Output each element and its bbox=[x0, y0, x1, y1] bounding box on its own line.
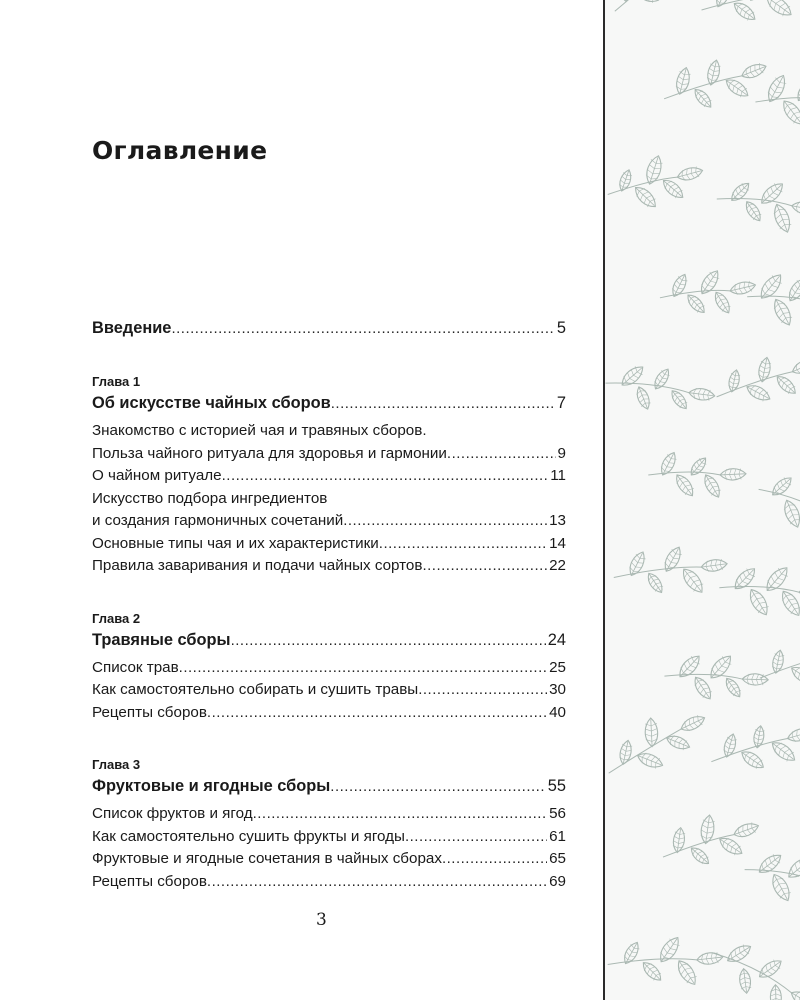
leaf-icon bbox=[660, 176, 687, 201]
toc-entry-title: Фруктовые и ягодные сочетания в чайных сборах bbox=[92, 850, 442, 867]
leaf-icon bbox=[769, 738, 799, 765]
leaf-icon bbox=[763, 0, 795, 20]
leaf-icon bbox=[790, 356, 800, 377]
stem-line bbox=[609, 729, 681, 773]
stem-line bbox=[745, 870, 800, 882]
leaf-icon bbox=[771, 202, 794, 234]
stem-line bbox=[614, 567, 702, 577]
chapter-block bbox=[92, 373, 566, 578]
toc-entry bbox=[92, 679, 566, 702]
toc-entry-title: и создания гармоничных сочетаний bbox=[92, 512, 344, 529]
chapter-label: Глава 1 bbox=[92, 374, 141, 389]
chapter-block bbox=[92, 610, 566, 725]
toc-page-number: 22 bbox=[549, 557, 566, 574]
table-of-contents bbox=[92, 316, 566, 893]
dot-leader bbox=[171, 317, 554, 341]
toc-chapters bbox=[92, 373, 566, 893]
chapter-title-row bbox=[92, 774, 566, 799]
leaf-icon bbox=[785, 853, 800, 882]
toc-page-number: 25 bbox=[549, 658, 566, 676]
leaf-icon bbox=[643, 154, 664, 186]
dot-leader bbox=[222, 465, 549, 488]
leaf-icon bbox=[778, 588, 800, 619]
leaf-icon bbox=[696, 951, 723, 965]
toc-entry bbox=[92, 443, 566, 466]
toc-entry-title: Польза чайного ритуала для здоровья и гармонии bbox=[92, 444, 447, 462]
leaf-icon bbox=[645, 571, 666, 596]
leaf-icon bbox=[770, 985, 782, 1000]
leaf-icon bbox=[723, 76, 751, 101]
toc-page-number: 13 bbox=[549, 512, 566, 529]
chapter-label: Глава 2 bbox=[92, 610, 141, 626]
toc-page-number: 61 bbox=[549, 827, 566, 845]
leaf-icon bbox=[706, 652, 735, 682]
toc-entry bbox=[92, 803, 566, 826]
dot-leader bbox=[253, 803, 548, 826]
toc-entry bbox=[92, 826, 566, 849]
leaf-icon bbox=[720, 468, 746, 480]
toc-entry bbox=[92, 702, 566, 725]
toc-page-number: 5 bbox=[556, 319, 566, 337]
toc-page-number: 40 bbox=[549, 703, 566, 721]
toc-entry-title: Рецепты сборов bbox=[92, 703, 207, 721]
leaf-icon bbox=[634, 385, 652, 411]
toc-page-number: 65 bbox=[549, 850, 566, 867]
leaf-icon bbox=[794, 78, 800, 103]
dot-leader bbox=[330, 775, 545, 799]
stem-line bbox=[717, 372, 793, 397]
leaf-icon bbox=[756, 851, 785, 877]
toc-entry-title: О чайном ритуале bbox=[92, 467, 222, 484]
toc-entry bbox=[92, 510, 566, 533]
page-number: 3 bbox=[316, 910, 327, 930]
toc-page-number: 11 bbox=[550, 467, 566, 484]
toc-entry-title: Как самостоятельно сушить фрукты и ягоды bbox=[92, 827, 405, 845]
chapter-label: Глава 3 bbox=[92, 757, 141, 772]
leaf-icon bbox=[617, 168, 634, 192]
leaf-icon bbox=[712, 290, 734, 316]
toc-entry-title: Список трав bbox=[92, 658, 179, 676]
dot-leader bbox=[405, 826, 547, 849]
leaf-icon bbox=[661, 544, 684, 574]
toc-page-number: 56 bbox=[549, 805, 566, 822]
chapter-title: Фруктовые и ягодные сборы bbox=[92, 777, 331, 795]
leaf-pattern bbox=[605, 0, 800, 1000]
stem-line bbox=[712, 953, 792, 993]
leaf-icon bbox=[731, 0, 758, 24]
leaf-icon bbox=[618, 739, 633, 765]
leaf-icon bbox=[747, 0, 767, 3]
leaf-icon bbox=[673, 472, 697, 499]
leaf-icon bbox=[727, 369, 741, 393]
dot-leader bbox=[422, 555, 547, 578]
stem-line bbox=[608, 177, 678, 194]
leaf-icon bbox=[684, 292, 708, 316]
toc-page-number: 30 bbox=[549, 681, 566, 698]
toc-entry bbox=[92, 871, 566, 894]
toc-entry-title: Как самостоятельно собирать и сушить травы bbox=[92, 681, 419, 698]
toc-entry-title: Рецепты сборов bbox=[92, 872, 207, 890]
leaf-icon bbox=[691, 86, 714, 110]
dot-leader bbox=[418, 679, 547, 702]
leaf-icon bbox=[742, 673, 768, 685]
toc-page-number: 55 bbox=[547, 777, 566, 795]
leaf-icon bbox=[785, 276, 800, 304]
chapter-block bbox=[92, 756, 566, 893]
toc-entry bbox=[92, 465, 566, 488]
leaf-icon bbox=[645, 718, 659, 747]
leaf-icon bbox=[688, 387, 715, 401]
chapter-title: Об искусстве чайных сборов bbox=[92, 394, 331, 412]
leaf-icon bbox=[636, 0, 661, 5]
dot-leader bbox=[447, 443, 556, 466]
leaf-icon bbox=[779, 97, 800, 128]
dot-leader bbox=[179, 657, 547, 680]
toc-entry bbox=[92, 848, 566, 871]
toc-entry bbox=[92, 533, 566, 556]
leaf-icon bbox=[771, 649, 786, 674]
leaf-icon bbox=[756, 271, 785, 302]
dot-leader bbox=[231, 629, 546, 653]
leaf-icon bbox=[728, 180, 752, 204]
leaf-icon bbox=[618, 363, 646, 390]
leaf-icon bbox=[679, 565, 707, 596]
leaf-icon bbox=[679, 713, 707, 734]
toc-entry bbox=[92, 555, 566, 578]
stem-line bbox=[615, 0, 672, 11]
toc-entry-title: Правила заваривания и подачи чайных сортов bbox=[92, 557, 423, 574]
leaf-icon bbox=[674, 957, 700, 987]
leaf-icon bbox=[791, 200, 800, 216]
leaf-icon bbox=[631, 183, 659, 211]
leaf-icon bbox=[723, 676, 744, 700]
stem-line bbox=[664, 674, 742, 679]
leaf-icon bbox=[640, 959, 665, 984]
leaf-icon bbox=[732, 820, 760, 839]
toc-entry-title: Введение bbox=[92, 319, 172, 337]
leaf-icon bbox=[746, 586, 772, 618]
toc-page-number: 14 bbox=[549, 534, 566, 552]
toc-entry bbox=[92, 657, 566, 680]
toc-page-number: 69 bbox=[549, 872, 566, 890]
page-title: Оглавление bbox=[92, 136, 268, 165]
toc-entry-title: Основные типы чая и их характеристики bbox=[92, 534, 379, 552]
leaf-icon bbox=[743, 199, 764, 224]
dot-leader bbox=[331, 392, 555, 416]
toc-entry-line: Знакомство с историей чая и травяных сборов. bbox=[92, 422, 427, 439]
leaf-icon bbox=[701, 472, 724, 500]
leaf-icon bbox=[789, 988, 800, 1000]
leaf-icon bbox=[740, 61, 768, 81]
toc-entry-title: Список фруктов и ягод bbox=[92, 805, 253, 822]
leaf-icon bbox=[774, 373, 799, 397]
chapter-title-row bbox=[92, 391, 566, 416]
leaf-icon bbox=[676, 652, 704, 681]
leaf-icon bbox=[713, 0, 732, 9]
dot-leader bbox=[379, 533, 547, 556]
toc-page-number: 7 bbox=[556, 394, 566, 412]
toc-page-number: 24 bbox=[547, 630, 566, 649]
leaf-icon bbox=[781, 498, 800, 530]
leaf-icon bbox=[674, 66, 692, 95]
stem-line bbox=[719, 587, 799, 593]
leaf-pattern-panel bbox=[605, 0, 800, 1000]
chapter-title-row bbox=[92, 628, 566, 653]
leaf-icon bbox=[626, 549, 648, 578]
leaf-icon bbox=[701, 558, 728, 573]
leaf-icon bbox=[738, 968, 752, 994]
stem-line bbox=[648, 472, 720, 475]
toc-page-number: 9 bbox=[557, 444, 566, 462]
leaf-icon bbox=[722, 733, 739, 759]
toc-intro bbox=[92, 316, 566, 341]
chapter-title: Травяные сборы bbox=[92, 630, 231, 649]
leaf-icon bbox=[729, 280, 757, 297]
leaf-icon bbox=[688, 844, 712, 867]
leaf-icon bbox=[676, 165, 704, 183]
dot-leader bbox=[207, 871, 547, 894]
leaf-icon bbox=[618, 0, 632, 2]
toc-entry-line: Искусство подбора ингредиентов bbox=[92, 489, 328, 507]
dot-leader bbox=[343, 510, 547, 533]
leaf-icon bbox=[770, 296, 795, 327]
leaf-icon bbox=[668, 388, 690, 412]
dot-leader bbox=[442, 848, 547, 871]
leaf-icon bbox=[731, 565, 759, 593]
leaf-icon bbox=[739, 748, 767, 772]
stem-line bbox=[755, 98, 800, 102]
dot-leader bbox=[207, 702, 547, 725]
leaf-icon bbox=[786, 726, 800, 744]
